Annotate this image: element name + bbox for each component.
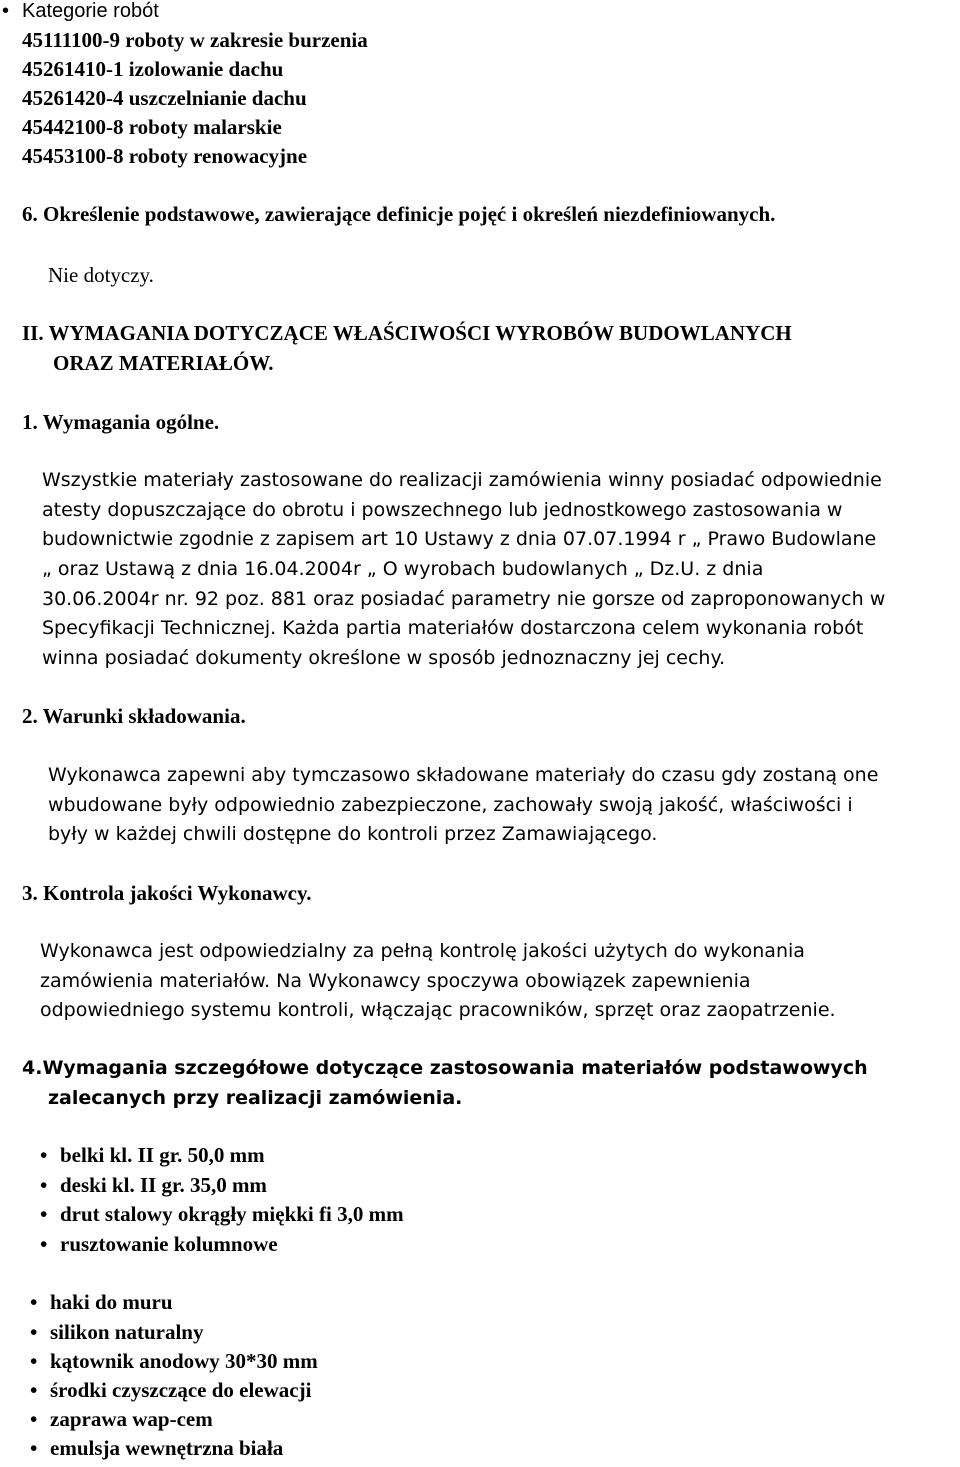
section-ii-heading: II. WYMAGANIA DOTYCZĄCE WŁAŚCIWOŚCI WYROBÓW BUDOWLANYCH bbox=[22, 321, 792, 345]
req-1-paragraph-line: „ oraz Ustawą z dnia 16.04.2004r „ O wyrobach budowlanych „ Dz.U. z dnia bbox=[42, 558, 764, 580]
req-3-paragraph-line: odpowiedniego systemu kontroli, włączając pracowników, sprzęt oraz zaopatrzenie. bbox=[40, 999, 836, 1021]
bullet-icon: • bbox=[30, 1349, 38, 1373]
bullet-icon: • bbox=[40, 1232, 48, 1256]
material-list-item: • kątownik anodowy 30*30 mm bbox=[30, 1347, 318, 1376]
category-code: 45261410-1 izolowanie dachu bbox=[22, 57, 284, 81]
bullet-icon: • bbox=[30, 1290, 38, 1314]
bullet-icon: • bbox=[40, 1143, 48, 1167]
categories-heading: • Kategorie robót bbox=[2, 0, 159, 26]
material-list-item: • silikon naturalny bbox=[30, 1318, 203, 1347]
req-4-heading-cont: zalecanych przy realizacji zamówienia. bbox=[48, 1087, 463, 1109]
req-1-paragraph-line: Specyfikacji Technicznej. Każda partia materiałów dostarczona celem wykonania robót bbox=[42, 617, 864, 639]
material-list-item: • rusztowanie kolumnowe bbox=[40, 1230, 278, 1259]
req-1-paragraph-line: winna posiadać dokumenty określone w sposób jednoznaczny jej cechy. bbox=[42, 647, 726, 669]
req-3-heading: 3. Kontrola jakości Wykonawcy. bbox=[22, 881, 312, 905]
bullet-icon: • bbox=[30, 1320, 38, 1344]
material-list-item: • haki do muru bbox=[30, 1288, 173, 1317]
req-1-heading: 1. Wymagania ogólne. bbox=[22, 410, 220, 434]
material-list-item: • emulsja wewnętrzna biała bbox=[30, 1434, 283, 1463]
section-6-heading: 6. Określenie podstawowe, zawierające definicje pojęć i określeń niezdefiniowanych. bbox=[22, 202, 776, 226]
material-list-item: • belki kl. II gr. 50,0 mm bbox=[40, 1141, 265, 1170]
req-3-paragraph-line: Wykonawca jest odpowiedzialny za pełną kontrolę jakości użytych do wykonania bbox=[40, 940, 805, 962]
bullet-icon: • bbox=[30, 1407, 38, 1431]
material-list-item: • środki czyszczące do elewacji bbox=[30, 1376, 311, 1405]
category-code: 45261420-4 uszczelnianie dachu bbox=[22, 86, 307, 110]
bullet-icon: • bbox=[40, 1202, 48, 1226]
bullet-icon: • bbox=[40, 1173, 48, 1197]
material-list-item: • drut stalowy okrągły miękki fi 3,0 mm bbox=[40, 1200, 404, 1229]
req-1-paragraph-line: 30.06.2004r nr. 92 poz. 881 oraz posiadać parametry nie gorsze od zaproponowanych w bbox=[42, 588, 886, 610]
material-list-item: • deski kl. II gr. 35,0 mm bbox=[40, 1171, 267, 1200]
section-6-body: Nie dotyczy. bbox=[48, 263, 154, 287]
section-ii-heading-cont: ORAZ MATERIAŁÓW. bbox=[53, 351, 274, 375]
category-code: 45442100-8 roboty malarskie bbox=[22, 115, 282, 139]
category-code: 45111100-9 roboty w zakresie burzenia bbox=[22, 28, 368, 52]
req-2-paragraph-line: były w każdej chwili dostępne do kontroli przez Zamawiającego. bbox=[48, 823, 658, 845]
category-code: 45453100-8 roboty renowacyjne bbox=[22, 144, 308, 168]
req-1-paragraph-line: Wszystkie materiały zastosowane do realizacji zamówienia winny posiadać odpowiednie bbox=[42, 469, 882, 491]
req-2-paragraph-line: wbudowane były odpowiednio zabezpieczone, zachowały swoją jakość, właściwości i bbox=[48, 794, 853, 816]
req-1-paragraph-line: atesty dopuszczające do obrotu i powszechnego lub jednostkowego zastosowania w bbox=[42, 499, 843, 521]
bullet-icon: • bbox=[2, 0, 10, 22]
bullet-icon: • bbox=[30, 1436, 38, 1460]
req-2-paragraph-line: Wykonawca zapewni aby tymczasowo składowane materiały do czasu gdy zostaną one bbox=[48, 764, 879, 786]
req-4-heading: 4.Wymagania szczegółowe dotyczące zastosowania materiałów podstawowych bbox=[22, 1057, 868, 1079]
req-2-heading: 2. Warunki składowania. bbox=[22, 704, 246, 728]
bullet-icon: • bbox=[30, 1378, 38, 1402]
req-3-paragraph-line: zamówienia materiałów. Na Wykonawcy spoczywa obowiązek zapewnienia bbox=[40, 970, 751, 992]
material-list-item: • zaprawa wap-cem bbox=[30, 1405, 213, 1434]
req-1-paragraph-line: budownictwie zgodnie z zapisem art 10 Ustawy z dnia 07.07.1994 r „ Prawo Budowlane bbox=[42, 528, 877, 550]
